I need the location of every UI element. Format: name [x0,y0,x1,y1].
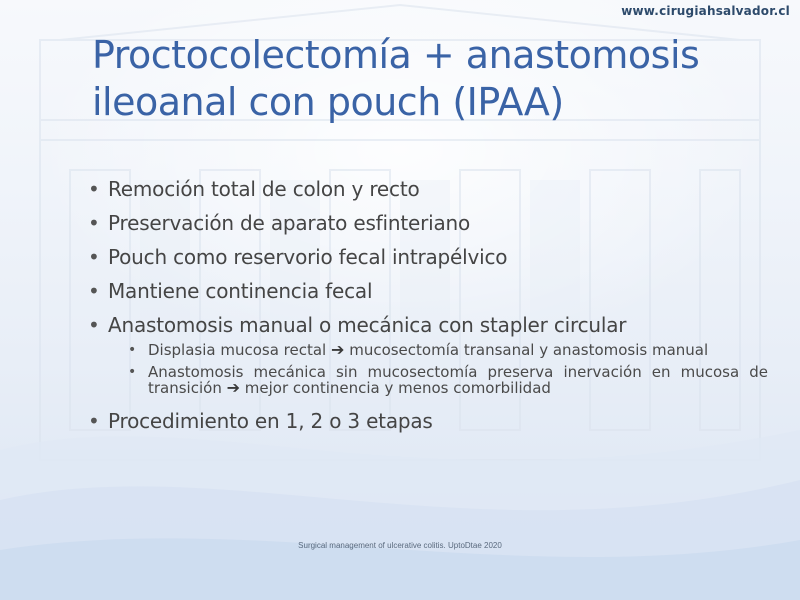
bullet-text: Anastomosis manual o mecánica con stapler circular [108,313,627,337]
sub-bullet-list [88,342,768,396]
bullet-icon: • [88,177,100,201]
slide-content [88,172,768,438]
sub-bullet-text-after: mucosectomía transanal y anastomosis manual [349,341,709,359]
bullet-icon: • [88,211,100,235]
bullet-item [88,206,768,240]
bullet-item [88,404,768,438]
bullet-text: Preservación de aparato esfinteriano [108,211,471,235]
sub-bullet-item [128,364,768,396]
right-arrow-icon: ➔ [226,378,241,397]
sub-bullet-icon: • [128,342,137,358]
bullet-icon: • [88,313,100,337]
sub-bullet-icon: • [128,364,137,380]
sub-bullet-item [128,342,768,358]
sub-bullet-text-before: Displasia mucosa rectal [148,341,327,359]
slide-title: Proctocolectomía + anastomosis ileoanal con pouch (IPAA) [92,33,700,124]
site-url: www.cirugiahsalvador.cl [621,4,790,18]
bullet-text: Procedimiento en 1, 2 o 3 etapas [108,409,433,433]
bullet-icon: • [88,409,100,433]
bullet-item [88,172,768,206]
bullet-text: Mantiene continencia fecal [108,279,373,303]
bullet-icon: • [88,279,100,303]
right-arrow-icon: ➔ [331,340,345,359]
bullet-item [88,308,768,342]
bullet-item [88,274,768,308]
bullet-item [88,240,768,274]
bullet-icon: • [88,245,100,269]
sub-bullet-text-after: mejor continencia y menos comorbilidad [244,379,551,397]
footer-citation: Surgical management of ulcerative colitis. UptoDtae 2020 [298,541,502,550]
sub-bullet-text-before: Anastomosis mecánica sin mucosectomía preserva inervación en mucosa de transición [148,363,768,397]
bullet-text: Pouch como reservorio fecal intrapélvico [108,245,508,269]
bullet-text: Remoción total de colon y recto [108,177,420,201]
